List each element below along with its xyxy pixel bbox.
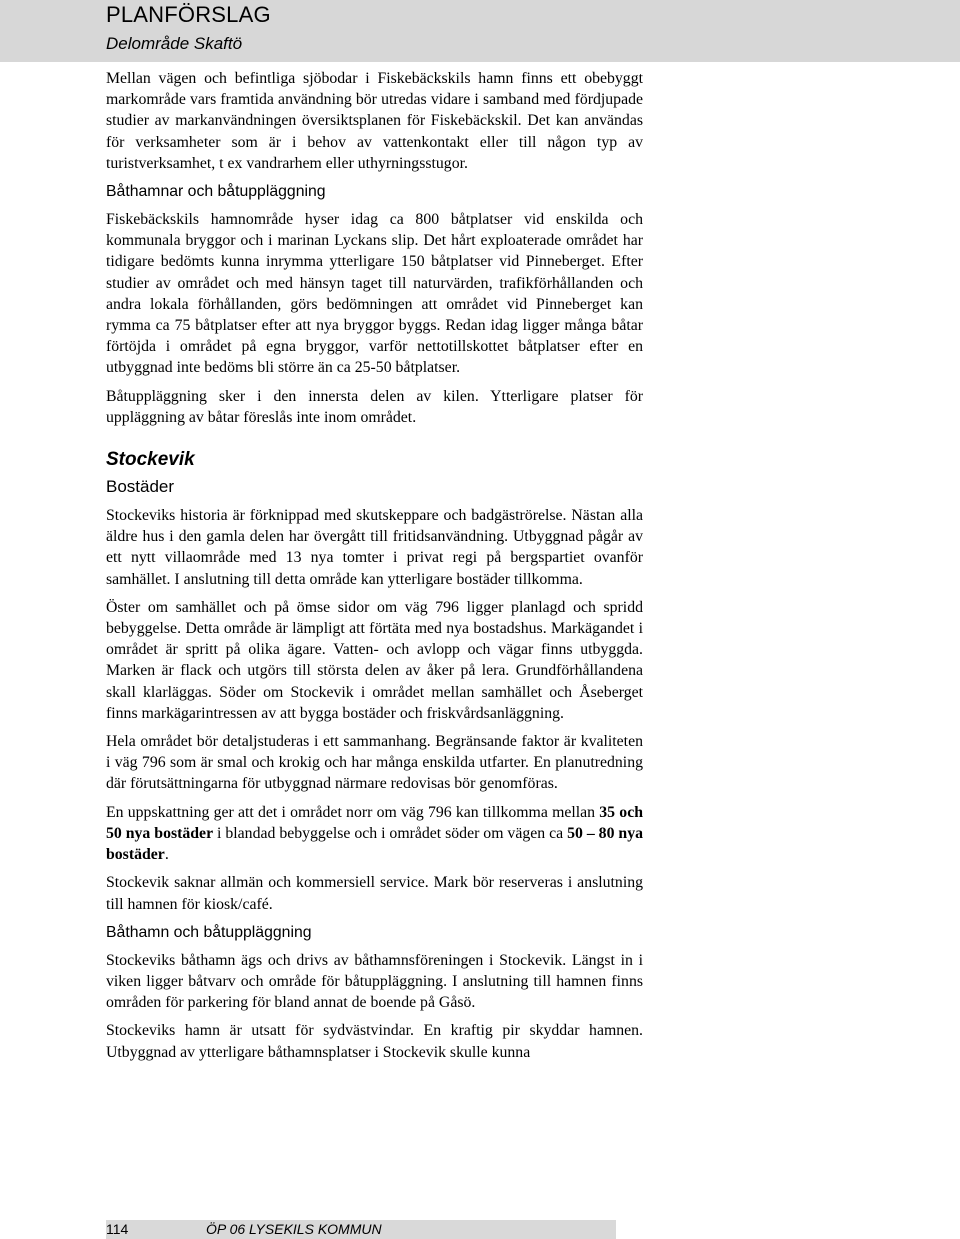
paragraph-oster-om-samhallet: Öster om samhället och på ömse sidor om väg 796 ligger planlagd och spridd bebyggelse. Detta område är lämpligt att förtäta med nya bostadshus. Markägandet i området är spritt på olika ägare. Vatten- och avlopp och vägar finns utbyggda. Marken är flack och utgörs till största delen av åker på lera. Grundförhållandena skall klarläggas. Söder om Stockevik i området mellan samhället och Åseberget finns markägarintressen av att bygga bostäder och friskvårdsanläggning. [106, 598, 643, 722]
document-body [106, 68, 643, 1070]
page-subtitle: Delområde Skaftö [106, 34, 243, 53]
paragraph-sydvastvindar: Stockeviks hamn är utsatt för sydvästvindar. En kraftig pir skyddar hamnen. Utbyggnad av ytterligare båthamnsplatser i Stockevik skulle kunna [106, 1022, 643, 1061]
paragraph-bathamn: Stockeviks båthamn ägs och drivs av båthamnsföreningen i Stockevik. Längst in i viken ligger båtvarv och område för båtuppläggning. I anslutning till hamnen finns områden för parkering för bland annat de boende på Gåsö. [106, 951, 643, 1012]
bold-count-south: 50 – 80 nya bostäder [106, 824, 644, 864]
paragraph-service: Stockevik saknar allmän och kommersiell service. Mark bör reserveras i anslutning till hamnen för kiosk/café. [106, 874, 643, 913]
page-number: 114 [106, 1221, 129, 1237]
paragraph-batupplaggning: Båtuppläggning sker i den innersta delen av kilen. Ytterligare platser för uppläggning av båtar föreslås inte inom området. [106, 387, 643, 426]
heading-bathamnar: Båthamnar och båtuppläggning [106, 183, 326, 201]
text-run: . [164, 846, 169, 864]
text-run: i blandad bebyggelse och i området söder om vägen ca [213, 824, 568, 842]
footer-organization: ÖP 06 LYSEKILS KOMMUN [206, 1221, 382, 1237]
page-title: PLANFÖRSLAG [106, 2, 271, 27]
text-run: En uppskattning ger att det i området norr om väg 796 kan tillkomma mellan [106, 803, 600, 821]
paragraph-stockevik-historia: Stockeviks historia är förknippad med skutskeppare och badgäströrelse. Nästan alla äldre hus i den gamla delen har övergått till fritidsanvändning. Utbyggnad pågår av ett nytt villaområde med 13 nya tomter i privat regi på bergspartiet ovanför samhället. I anslutning till detta område kan ytterligare bostäder tillkomma. [106, 507, 643, 588]
paragraph-hamnomrade: Fiskebäckskils hamnområde hyser idag ca 800 båtplatser vid enskilda och kommunala bryggor och i marinan Lyckans slip. Det hårt exploaterade området har tidigare bedömts kunna inrymma ytterligare 150 båtplatser vid Pinneberget. Efter studier av området och med hänsyn taget till naturvärden, trafikförhållanden och andra lokala förhållanden, görs bedömningen att området vid Pinneberget kan rymma ca 75 båtplatser efter att nya bryggor byggs. Redan idag ligger många båtar förtöjda i området på egna bryggor, varför nettotillskottet båtplatser efter en utbyggnad inte bedöms bli större än ca 25-50 båtplatser. [106, 211, 643, 377]
page-header [0, 0, 960, 68]
paragraph-fiskebackskil-intro: Mellan vägen och befintliga sjöbodar i Fiskebäckskils hamn finns ett obebyggt markområde vars framtida användning bör utredas vidare i samband med fördjupade studier av markanvändningen översiktsplanen för Fiskebäckskil. Det kan användas för verksamheter som är i behov av vattenkontakt eller till någon typ av turistverksamhet, t ex vandrarhem eller uthyrningsstugor. [106, 70, 643, 172]
page-footer [106, 1220, 616, 1239]
section-heading-stockevik: Stockevik [106, 449, 195, 471]
heading-bathamn: Båthamn och båtuppläggning [106, 923, 312, 941]
paragraph-uppskattning [106, 802, 643, 866]
paragraph-detaljstuderas: Hela området bör detaljstuderas i ett sammanhang. Begränsande faktor är kvaliteten i väg 796 som är smal och krokig och har många enskilda utfarter. En planutredning där förutsättningarna för utbyggnad närmare redovisas bör genomföras. [106, 733, 643, 793]
bold-count-north: 35 och 50 nya bostäder [106, 803, 643, 842]
heading-bostader: Bostäder [106, 477, 175, 497]
